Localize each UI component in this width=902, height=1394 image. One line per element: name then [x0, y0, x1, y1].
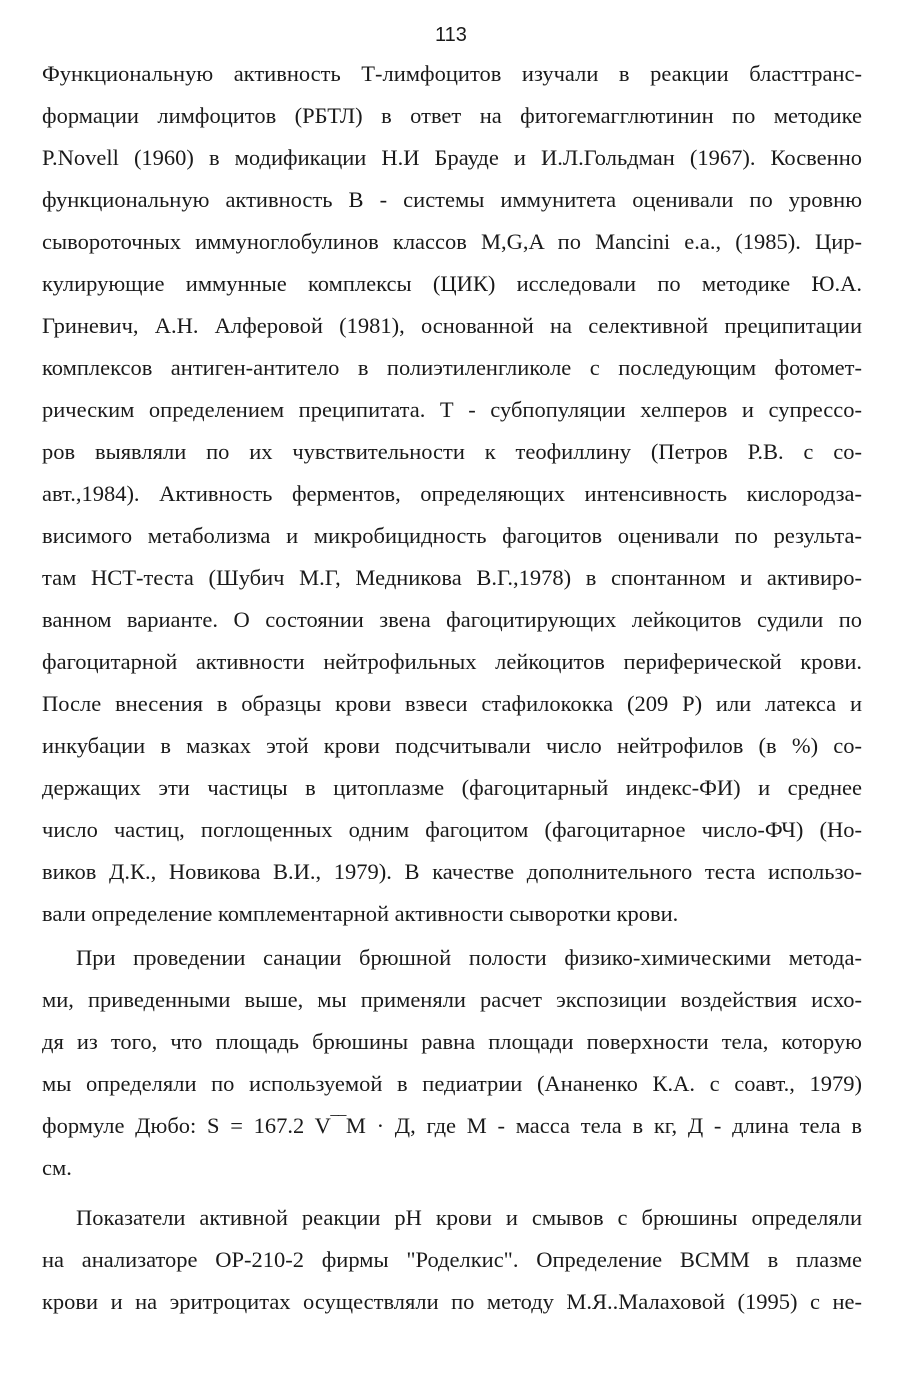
- text-line: формации лимфоцитов (РБТЛ) в ответ на фитогемагглютинин по методике: [42, 103, 862, 128]
- text-line: ванном варианте. О состоянии звена фагоцитирующих лейкоцитов судили по: [42, 607, 862, 632]
- text-line: ров выявляли по их чувствительности к теофиллину (Петров Р.В. с со-: [42, 439, 862, 464]
- text-line: на анализаторе ОР-210-2 фирмы "Роделкис". Определение ВСММ в плазме: [42, 1247, 862, 1272]
- text-line: см.: [42, 1155, 72, 1180]
- text-line: Функциональную активность Т-лимфоцитов изучали в реакции бласттранс-: [42, 61, 862, 86]
- text-line: авт.,1984). Активность ферментов, определяющих интенсивность кислородза-: [42, 481, 862, 506]
- text-line: вали определение комплементарной активности сыворотки крови.: [42, 901, 679, 926]
- text-line: кулирующие иммунные комплексы (ЦИК) исследовали по методике Ю.А.: [42, 271, 862, 296]
- text-line: мы определяли по используемой в педиатрии (Ананенко К.А. с соавт., 1979): [42, 1071, 862, 1096]
- text-line: дя из того, что площадь брюшины равна площади поверхности тела, которую: [42, 1029, 862, 1054]
- page-number: 113: [435, 24, 467, 46]
- text-line: P.Novell (1960) в модификации Н.И Брауде и И.Л.Гольдман (1967). Косвенно: [42, 145, 862, 170]
- text-line: После внесения в образцы крови взвеси стафилококка (209 Р) или латекса и: [42, 691, 862, 716]
- text-line: функциональную активность В - системы иммунитета оценивали по уровню: [42, 187, 862, 212]
- text-line: формуле Дюбо: S = 167.2 V‾‾M · Д, где М - масса тела в кг, Д - длина тела в: [42, 1113, 862, 1138]
- text-line: висимого метаболизма и микробицидность фагоцитов оценивали по результа-: [42, 523, 862, 548]
- text-line: виков Д.К., Новикова В.И., 1979). В качестве дополнительного теста использо-: [42, 859, 862, 884]
- text-line: число частиц, поглощенных одним фагоцитом (фагоцитарное число-ФЧ) (Но-: [42, 817, 862, 842]
- text-line: держащих эти частицы в цитоплазме (фагоцитарный индекс-ФИ) и среднее: [42, 775, 862, 800]
- text-line: Гриневич, А.Н. Алферовой (1981), основанной на селективной преципитации: [42, 313, 862, 338]
- text-line: крови и на эритроцитах осуществляли по методу М.Я..Малаховой (1995) с не-: [42, 1289, 862, 1314]
- text-line: При проведении санации брюшной полости физико-химическими метода-: [76, 945, 862, 970]
- text-line: комплексов антиген-антитело в полиэтиленгликоле с последующим фотомет-: [42, 355, 862, 380]
- text-line: рическим определением преципитата. Т - субпопуляции хелперов и супрессо-: [42, 397, 862, 422]
- text-line: там НСТ-теста (Шубич М.Г, Медникова В.Г.,1978) в спонтанном и активиро-: [42, 565, 862, 590]
- text-line: сывороточных иммуноглобулинов классов M,G,A по Mancini e.a., (1985). Цир-: [42, 229, 862, 254]
- text-line: инкубации в мазках этой крови подсчитывали число нейтрофилов (в %) со-: [42, 733, 862, 758]
- text-line: ми, приведенными выше, мы применяли расчет экспозиции воздействия исхо-: [42, 987, 862, 1012]
- text-line: Показатели активной реакции рН крови и смывов с брюшины определяли: [76, 1205, 862, 1230]
- text-line: фагоцитарной активности нейтрофильных лейкоцитов периферической крови.: [42, 649, 862, 674]
